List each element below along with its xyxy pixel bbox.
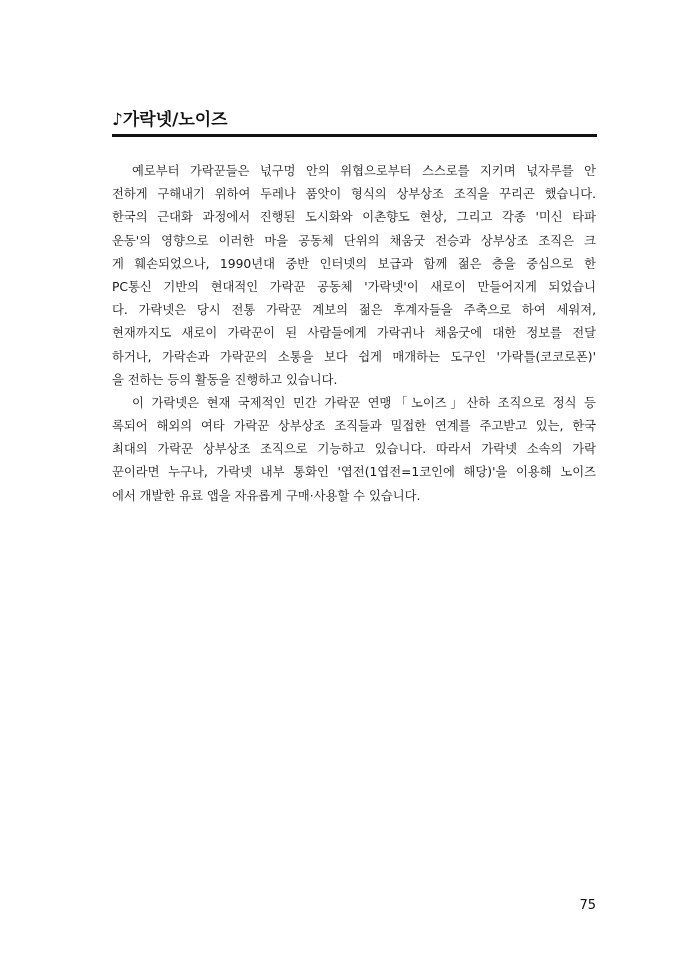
paragraph-2-line: 꾼이라면 누구나, 가락넷 내부 통화인 '엽전(1엽전=1코인에 해당)'을 이용해 노이즈	[112, 465, 596, 480]
paragraph-1-line: 전하게 구해내기 위하여 두레나 품앗이 형식의 상부상조 조직을 꾸리곤 했습니다.	[112, 187, 596, 202]
paragraph-1-line: 한국의 근대화 과정에서 진행된 도시화와 이촌향도 현상, 그리고 각종 '미신 타파	[112, 210, 596, 225]
paragraph-1-line: PC통신 기반의 현대적인 가락꾼 공동체 '가락넷'이 새로이 만들어지게 되었습니	[112, 279, 596, 294]
section-heading: ♪가락넷/노이즈	[112, 110, 228, 130]
paragraph-1-line: 을 전하는 등의 활동을 진행하고 있습니다.	[112, 372, 338, 387]
paragraph-1-line: 현재까지도 새로이 가락꾼이 된 사람들에게 가락귀나 채움굿에 대한 정보를 전달	[112, 326, 596, 341]
paragraph-2-line: 이 가락넷은 현재 국제적인 민간 가락꾼 연맹「노이즈」산하 조직으로 정식 등	[132, 395, 596, 410]
paragraph-2-line: 최대의 가락꾼 상부상조 조직으로 기능하고 있습니다. 따라서 가락넷 소속의 가락	[112, 442, 596, 457]
body-text	[112, 160, 596, 508]
paragraph-1-line: 하거나, 가락손과 가락꾼의 소통을 보다 쉽게 매개하는 도구인 '가락틀(코코로폰)'	[112, 349, 596, 364]
paragraph-1-line: 게 훼손되었으나, 1990년대 중반 인터넷의 보급과 함께 젊은 층을 중심으로 한	[112, 256, 596, 271]
paragraph-1-line: 운동'의 영향으로 이러한 마을 공동체 단위의 채움굿 전승과 상부상조 조직은 크	[112, 233, 596, 248]
paragraph-2-line: 에서 개발한 유료 앱을 자유롭게 구매·사용할 수 있습니다.	[112, 488, 421, 503]
heading-divider	[112, 134, 597, 137]
page-number: 75	[579, 898, 596, 913]
paragraph-2-line: 록되어 해외의 여타 가락꾼 상부상조 조직들과 밀접한 연계를 주고받고 있는, 한국	[112, 419, 596, 434]
paragraph-1-line: 다. 가락넷은 당시 전통 가락꾼 계보의 젊은 후계자들을 주축으로 하여 세워져,	[112, 303, 596, 318]
paragraph-1-line: 예로부터 가락꾼들은 넋구멍 안의 위협으로부터 스스로를 지키며 넋자루를 안	[132, 164, 596, 178]
